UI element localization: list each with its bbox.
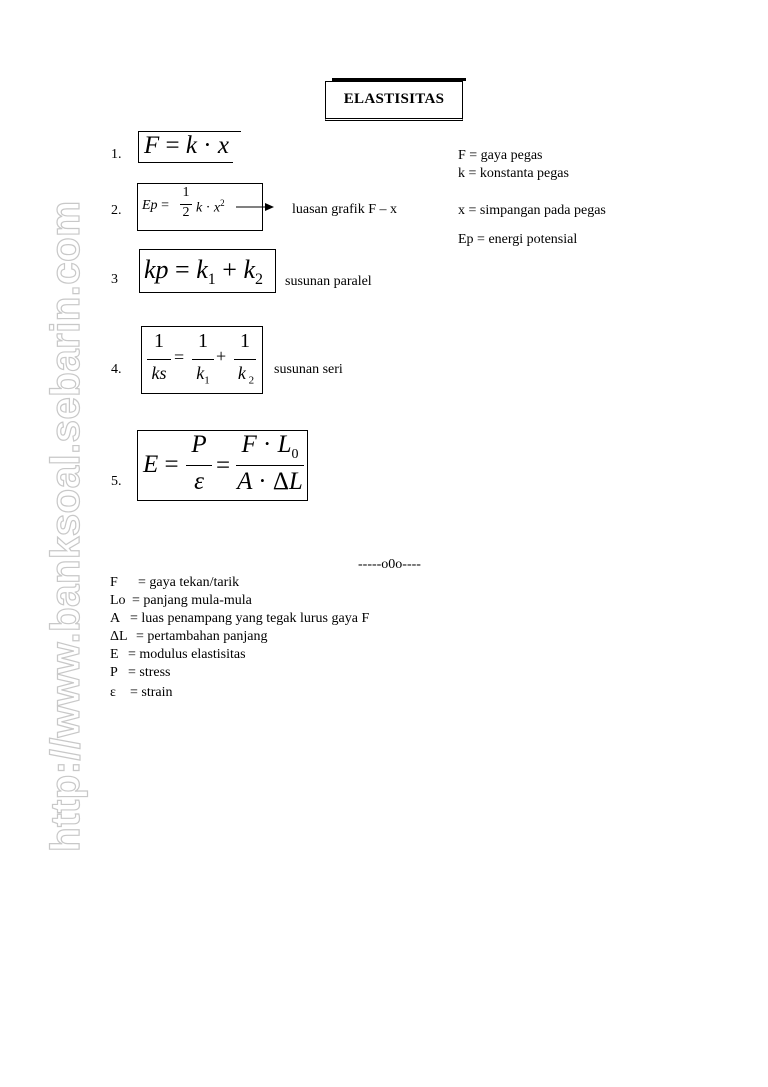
formula-4: 1 ks = 1 $k_1$ + 1 k $_2$ [141,326,263,394]
formula-2-number: 2. [111,203,122,218]
definition-force: F = gaya pegas [458,148,543,163]
formula-5: E = P ε = $F \cdot L_0$ A · ΔL [137,430,308,501]
separator: -----o0o---- [358,557,421,572]
watermark [0,200,88,852]
formula-3-number: 3 [111,272,118,287]
legend-item: A = luas penampang yang tegak lurus gaya F [110,611,370,626]
title-box [325,81,463,121]
legend-item: Lo = panjang mula-mula [110,593,252,608]
page-title: ELASTISITAS [343,91,445,107]
formula-3: kp = $k_1 + k_2$ [139,249,276,293]
definition-spring-constant: k = konstanta pegas [458,166,569,181]
legend-item: P = stress [110,665,171,680]
legend-item: ε = strain [110,685,173,700]
legend-item: F = gaya tekan/tarik [110,575,240,590]
formula-3-note: susunan paralel [285,274,372,289]
legend-item: E = modulus elastisitas [110,647,246,662]
definition-potential-energy: Ep = energi potensial [458,232,578,247]
formula-5-number: 5. [111,474,122,489]
definition-displacement: x = simpangan pada pegas [458,203,606,218]
formula-2: Ep = 1 2 $k \cdot x^2$ [137,183,263,231]
formula-1-number: 1. [111,147,122,162]
watermark-text: http://www.banksoal.sebarin.com [42,200,88,852]
arrow-right-icon [236,200,276,214]
formula-1: F = k · x [138,131,242,163]
formula-2-note: luasan grafik F – x [292,202,397,217]
formula-4-number: 4. [111,362,122,377]
legend-item: ΔL = pertambahan panjang [110,629,268,644]
formula-4-note: susunan seri [274,362,343,377]
